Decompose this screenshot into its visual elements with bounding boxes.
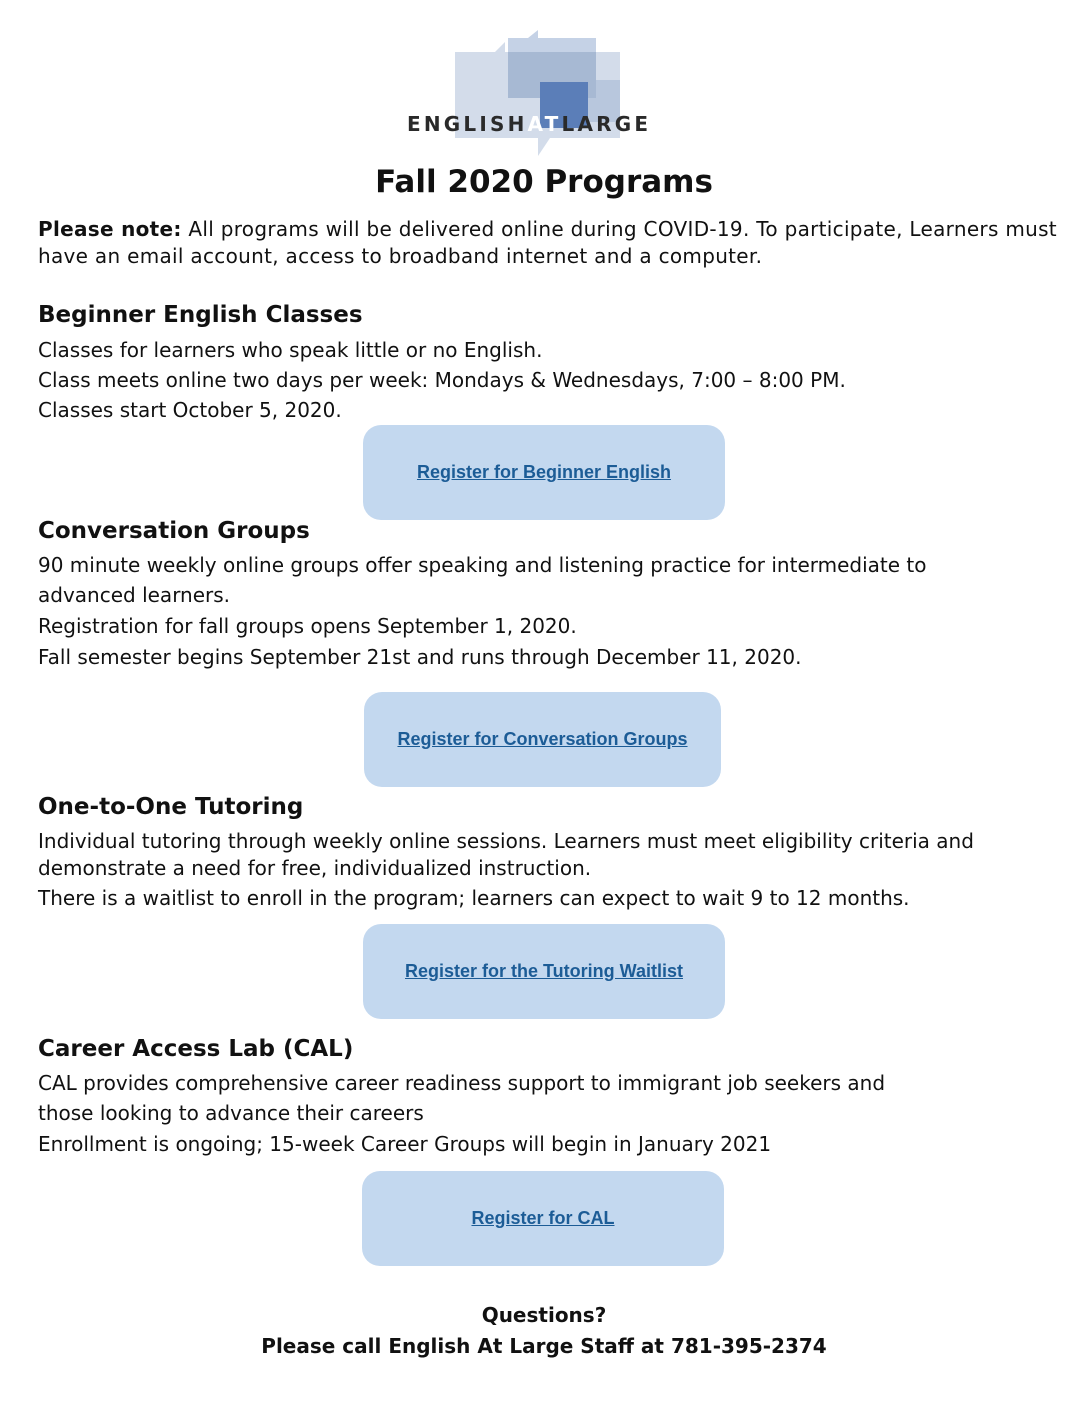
section-line: advanced learners.	[38, 583, 231, 607]
page-title: Fall 2020 Programs	[375, 164, 713, 200]
logo-wordmark: ENGLISHATLARGE	[407, 112, 652, 136]
section-heading-career-access-lab: Career Access Lab (CAL)	[38, 1036, 354, 1062]
speech-bubbles-graphic	[400, 30, 700, 160]
note-label: Please note:	[38, 217, 182, 241]
section-heading-conversation-groups: Conversation Groups	[38, 518, 310, 544]
section-line: Enrollment is ongoing; 15-week Career Groups will begin in January 2021	[38, 1132, 772, 1156]
register-beginner-english-link[interactable]: Register for Beginner English	[416, 462, 672, 482]
section-heading-one-to-one-tutoring: One-to-One Tutoring	[38, 794, 304, 820]
section-line: Classes for learners who speak little or no English.	[38, 338, 543, 362]
section-line: Class meets online two days per week: Mondays & Wednesdays, 7:00 – 8:00 PM.	[38, 368, 846, 392]
section-line: Individual tutoring through weekly online sessions. Learners must meet eligibility criteria and	[38, 829, 974, 853]
section-line: Fall semester begins September 21st and runs through December 11, 2020.	[38, 645, 802, 669]
register-beginner-english-button[interactable]	[363, 425, 725, 520]
register-cal-button[interactable]	[362, 1171, 724, 1266]
section-line: There is a waitlist to enroll in the program; learners can expect to wait 9 to 12 months.	[38, 886, 910, 910]
note-text: All programs will be delivered online during COVID-19. To participate, Learners must have an email account, access to broadband internet and a computer.	[38, 217, 1057, 268]
section-line: Registration for fall groups opens September 1, 2020.	[38, 614, 577, 638]
register-cal-link[interactable]: Register for CAL	[471, 1208, 615, 1228]
logo	[400, 30, 700, 160]
section-line: Classes start October 5, 2020.	[38, 398, 342, 422]
covid-note	[38, 216, 1058, 270]
section-heading-beginner-english: Beginner English Classes	[38, 302, 363, 328]
register-conversation-groups-button[interactable]	[364, 692, 721, 787]
register-tutoring-waitlist-link[interactable]: Register for the Tutoring Waitlist	[405, 961, 683, 981]
contact-phone: Please call English At Large Staff at 781-395-2374	[261, 1334, 827, 1358]
section-line: those looking to advance their careers	[38, 1101, 424, 1125]
questions-heading: Questions?	[481, 1303, 607, 1327]
section-line: demonstrate a need for free, individualized instruction.	[38, 856, 592, 880]
section-line: 90 minute weekly online groups offer speaking and listening practice for intermediate to	[38, 553, 927, 577]
register-tutoring-waitlist-button[interactable]	[363, 924, 725, 1019]
register-conversation-groups-link[interactable]: Register for Conversation Groups	[397, 729, 688, 749]
section-line: CAL provides comprehensive career readiness support to immigrant job seekers and	[38, 1071, 886, 1095]
